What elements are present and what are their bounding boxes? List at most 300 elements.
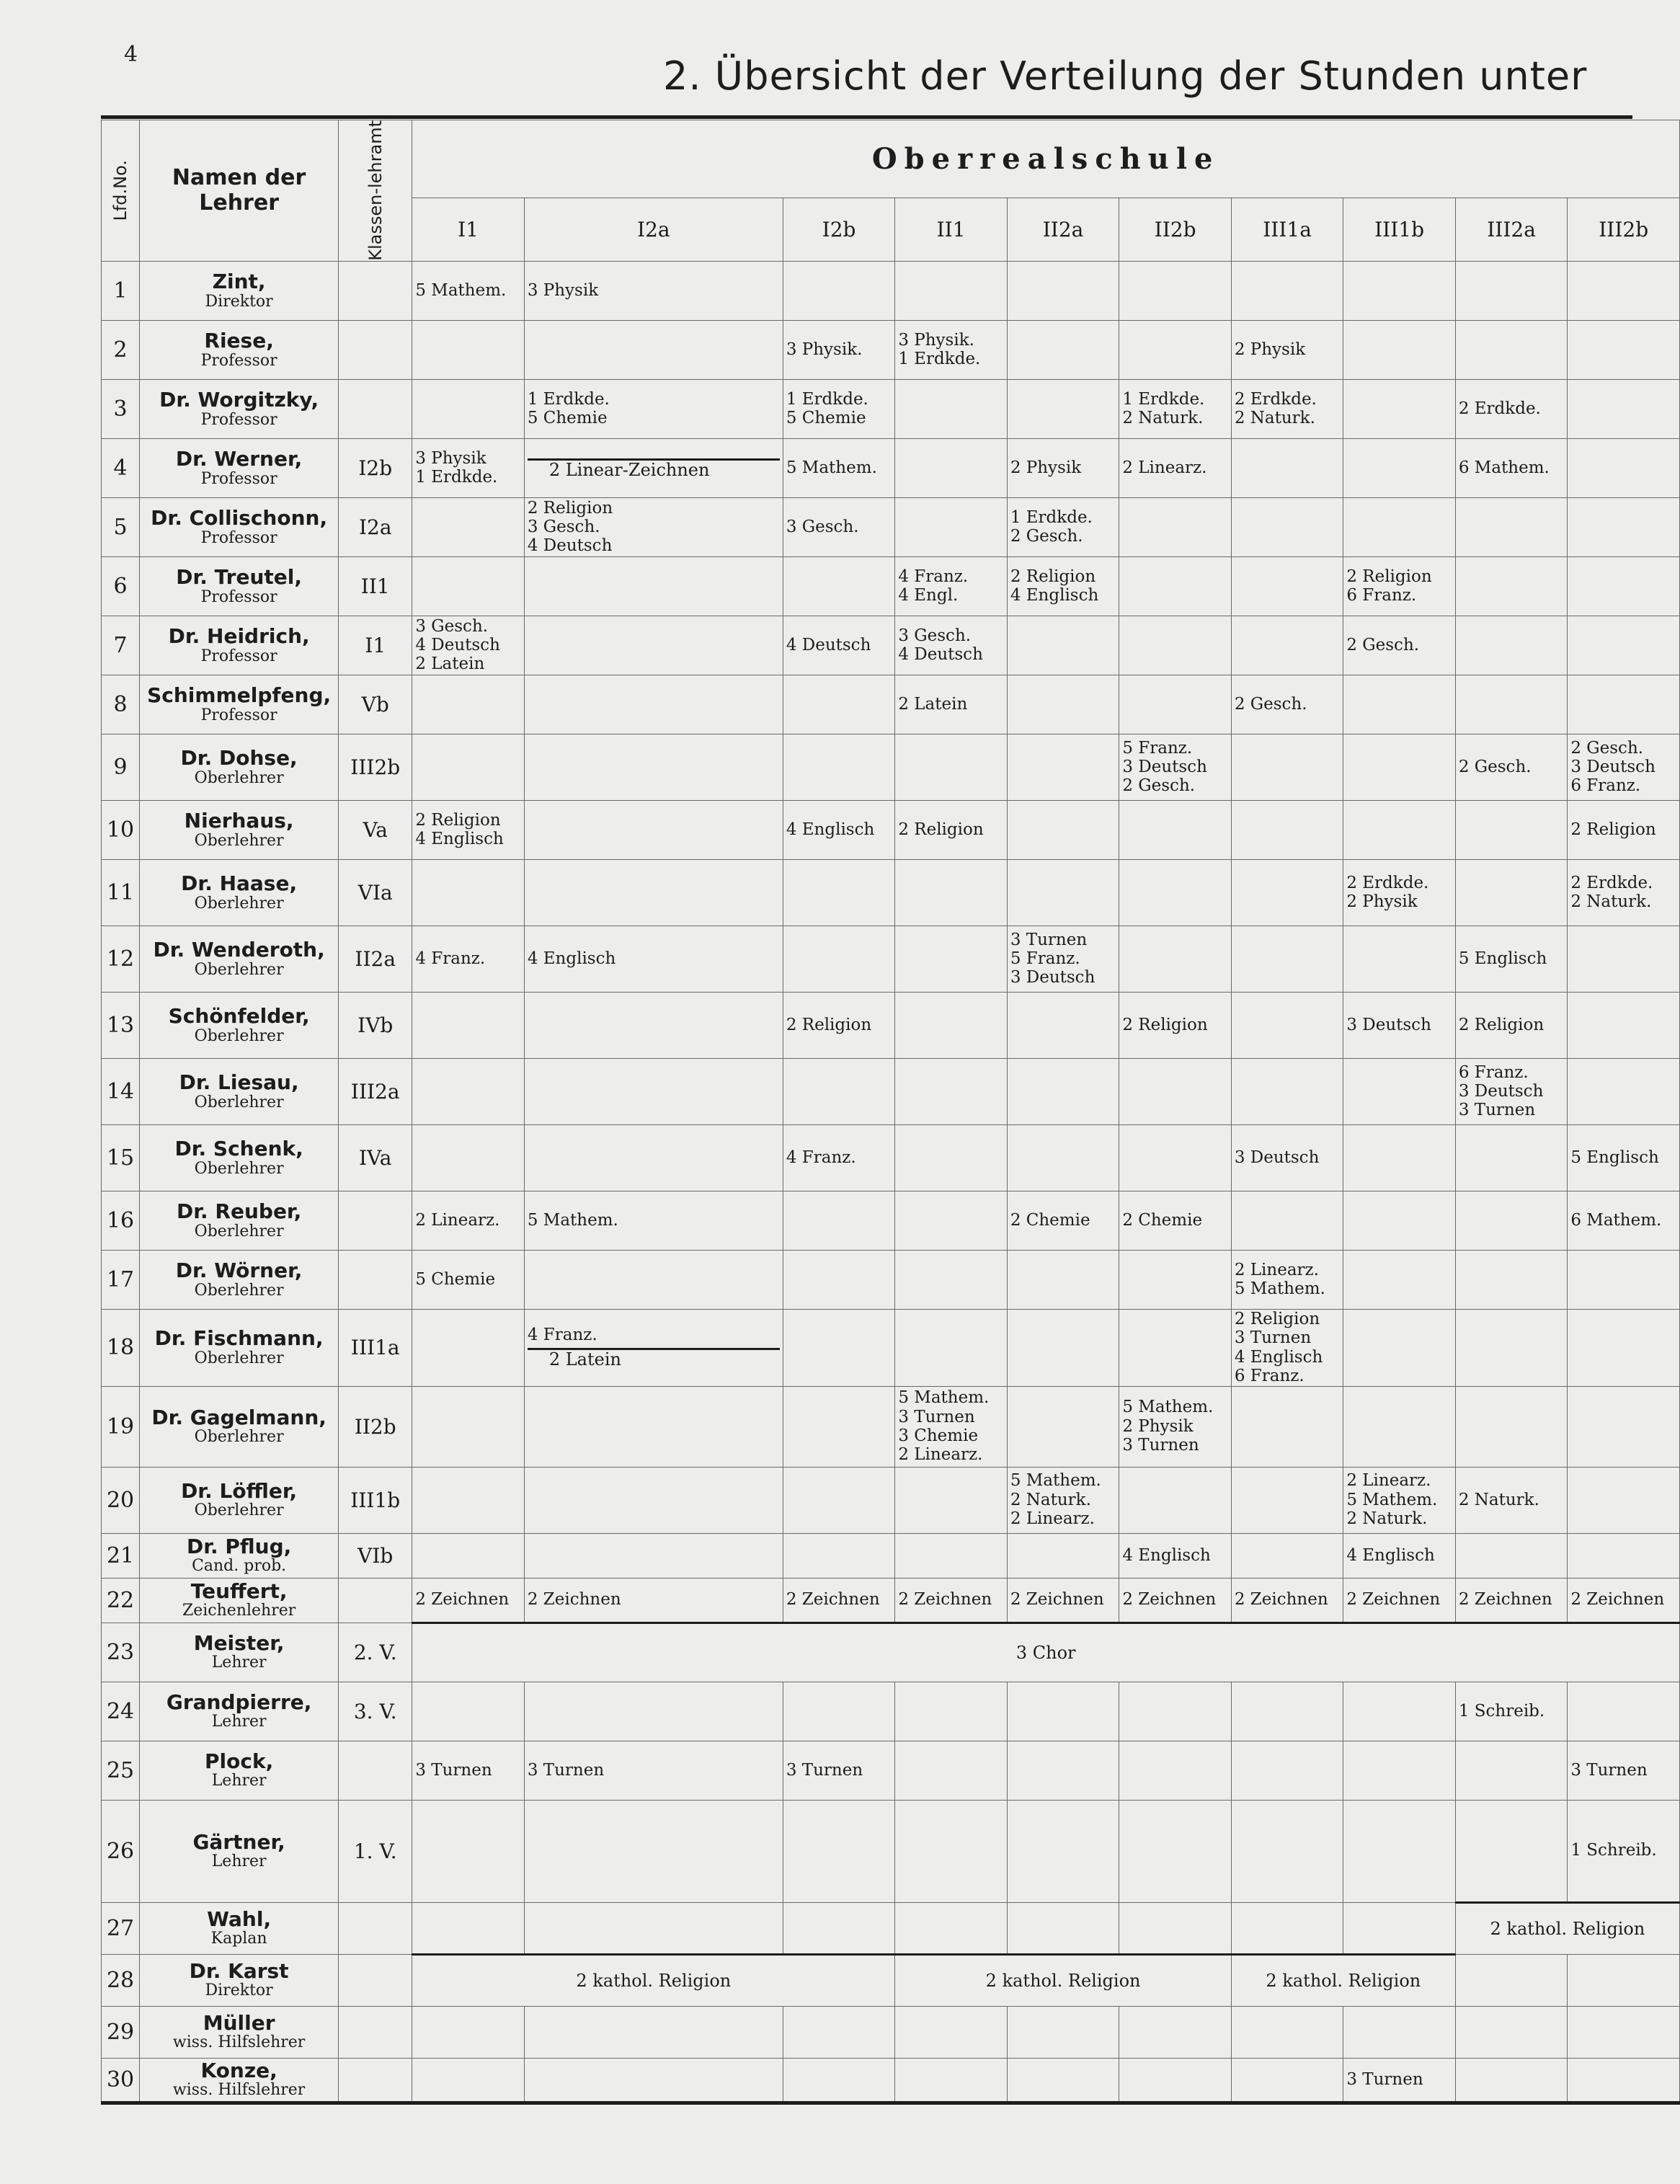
lesson-cell <box>524 2006 783 2058</box>
lesson-text: 5 Englisch <box>1458 949 1547 969</box>
lesson-cell <box>1231 992 1343 1058</box>
lesson-cell <box>895 1124 1008 1191</box>
teacher-title: Lehrer <box>211 1653 267 1672</box>
lesson-text: 2 Erdkde. 2 Physik <box>1346 873 1429 912</box>
lesson-cell <box>524 675 783 734</box>
lesson-text: 2 Linearz. 5 Mathem. <box>1234 1260 1325 1299</box>
lesson-cell <box>895 497 1008 556</box>
lesson-cell <box>412 675 525 734</box>
lesson-cell <box>1455 734 1568 800</box>
lesson-cell <box>1568 556 1680 616</box>
lesson-cell <box>524 1309 783 1386</box>
lesson-text: 3 Physik <box>527 281 599 301</box>
row-number: 20 <box>102 1467 140 1533</box>
klassenlehramt <box>339 2058 412 2103</box>
lesson-text: 2 Chemie <box>1122 1211 1203 1230</box>
lesson-cell <box>1119 379 1232 438</box>
lesson-text: 5 Franz. 3 Deutsch 2 Gesch. <box>1122 738 1207 796</box>
row-number: 21 <box>102 1533 140 1578</box>
klassenlehramt <box>339 1578 412 1623</box>
teacher-name: Dr. Haase, <box>181 871 298 895</box>
combined-lesson-label: 2 Latein <box>528 1348 780 1370</box>
klassenlehramt: VIa <box>339 859 412 925</box>
teacher-name-cell <box>140 320 339 379</box>
lesson-cell <box>1119 800 1232 859</box>
lesson-cell <box>1119 2058 1232 2103</box>
lesson-cell <box>1568 2058 1680 2103</box>
lesson-text: 6 Franz. 3 Deutsch 3 Turnen <box>1458 1062 1544 1120</box>
lesson-cell <box>1231 1800 1343 1902</box>
lesson-cell <box>1455 1191 1568 1250</box>
teacher-name: Grandpierre, <box>166 1690 312 1714</box>
table-body <box>102 261 1680 2103</box>
teacher-row <box>102 261 1680 320</box>
lesson-cell <box>895 438 1008 497</box>
teacher-name-cell <box>140 734 339 800</box>
lesson-cell <box>1119 2006 1232 2058</box>
lesson-cell <box>524 261 783 320</box>
lesson-cell <box>1455 438 1568 497</box>
lesson-cell <box>783 616 895 675</box>
lesson-cell <box>1007 1902 1119 1954</box>
lesson-text: 2 Linearz. <box>1122 458 1207 478</box>
row-number: 26 <box>102 1800 140 1902</box>
lesson-cell <box>412 438 525 497</box>
lesson-cell <box>1343 1058 1456 1124</box>
lesson-cell <box>895 2006 1008 2058</box>
klassenlehramt <box>339 2006 412 2058</box>
teacher-name-cell <box>140 1533 339 1578</box>
teacher-name: Dr. Fischmann, <box>154 1326 324 1351</box>
lesson-cell <box>1231 1578 1343 1623</box>
lesson-cell <box>783 1533 895 1578</box>
teacher-title: Professor <box>200 587 277 606</box>
lesson-cell <box>895 925 1008 992</box>
lesson-text: 5 Mathem. <box>527 1211 618 1230</box>
lesson-cell <box>1343 438 1456 497</box>
lesson-cell <box>1007 1800 1119 1902</box>
lesson-cell <box>1231 1250 1343 1309</box>
lesson-cell <box>1455 1800 1568 1902</box>
lesson-cell <box>524 800 783 859</box>
lesson-cell <box>1119 1578 1232 1623</box>
lesson-cell <box>412 1467 525 1533</box>
klassenlehramt <box>339 1902 412 1954</box>
lesson-text: 3 Gesch. 4 Deutsch 2 Latein <box>415 616 500 674</box>
lesson-cell <box>895 1191 1008 1250</box>
lesson-cell <box>412 1191 525 1250</box>
teacher-name: Schönfelder, <box>168 1003 310 1028</box>
lesson-cell <box>1568 1467 1680 1533</box>
teacher-title: Oberlehrer <box>194 894 284 913</box>
lesson-text: 2 Zeichnen <box>1010 1590 1104 1610</box>
row-number: 25 <box>102 1741 140 1800</box>
lesson-cell <box>412 859 525 925</box>
lesson-cell <box>1119 1386 1232 1467</box>
lesson-cell <box>1007 1250 1119 1309</box>
teacher-name: Meister, <box>193 1630 285 1655</box>
lesson-cell <box>524 379 783 438</box>
row-number: 22 <box>102 1578 140 1623</box>
lesson-cell <box>1343 1467 1456 1533</box>
lesson-text: 4 Franz. 4 Engl. <box>898 567 969 605</box>
lesson-cell <box>1119 1533 1232 1578</box>
lesson-cell <box>1231 1902 1343 1954</box>
lesson-text: 2 Linearz. <box>415 1211 500 1230</box>
lesson-text: 2 Religion <box>1570 820 1656 840</box>
lesson-cell <box>1231 497 1343 556</box>
lesson-cell <box>524 992 783 1058</box>
teacher-name: Dr. Collischonn, <box>151 505 328 530</box>
lesson-text: 3 Gesch. <box>786 518 859 537</box>
lesson-cell <box>1007 2006 1119 2058</box>
lesson-cell <box>1119 497 1232 556</box>
lesson-text: 3 Gesch. 4 Deutsch <box>898 626 983 665</box>
lesson-cell <box>1568 320 1680 379</box>
lesson-cell <box>1343 675 1456 734</box>
teacher-name-cell <box>140 1309 339 1386</box>
lesson-cell <box>895 1800 1008 1902</box>
lesson-cell <box>895 261 1008 320</box>
row-number: 14 <box>102 1058 140 1124</box>
lesson-text: 4 Franz. <box>786 1148 856 1168</box>
lesson-cell <box>1343 859 1456 925</box>
lesson-cell <box>412 616 525 675</box>
lesson-text: 2 Zeichnen <box>527 1590 621 1610</box>
lesson-cell <box>524 2058 783 2103</box>
lesson-cell <box>1455 1309 1568 1386</box>
lesson-cell <box>895 320 1008 379</box>
lesson-cell <box>1231 1058 1343 1124</box>
teacher-name-cell <box>140 675 339 734</box>
lesson-cell <box>1231 1124 1343 1191</box>
teacher-row <box>102 1954 1680 2006</box>
lesson-text: 2 Linearz. 5 Mathem. 2 Naturk. <box>1346 1471 1438 1529</box>
lesson-cell <box>783 1309 895 1386</box>
lesson-text: 3 Turnen <box>1346 2069 1423 2089</box>
lesson-text: 2 Gesch. <box>1346 636 1420 655</box>
lesson-text: 4 Deutsch <box>786 636 871 655</box>
lesson-text: 2 Religion 4 Englisch <box>415 810 504 849</box>
teacher-title: wiss. Hilfslehrer <box>172 2081 306 2100</box>
teacher-row <box>102 1386 1680 1467</box>
lesson-cell <box>783 261 895 320</box>
teacher-row <box>102 1623 1680 1682</box>
page-number: 4 <box>124 42 138 67</box>
lesson-cell <box>412 925 525 992</box>
class-header: III2b <box>1568 197 1680 261</box>
lesson-cell <box>1568 261 1680 320</box>
lesson-cell <box>1007 734 1119 800</box>
teacher-name: Zint, <box>212 269 266 293</box>
teacher-name: Konze, <box>200 2058 277 2082</box>
teacher-name: Wahl, <box>207 1906 272 1931</box>
klassenlehramt: 1. V. <box>339 1800 412 1902</box>
klassenlehramt <box>339 379 412 438</box>
lesson-cell <box>895 1902 1008 1954</box>
lesson-cell <box>1007 1741 1119 1800</box>
lesson-cell <box>412 734 525 800</box>
row-number: 1 <box>102 261 140 320</box>
teacher-title: Professor <box>200 647 277 665</box>
lesson-cell <box>1007 320 1119 379</box>
teacher-title: Lehrer <box>211 1852 267 1871</box>
lesson-cell <box>1007 1124 1119 1191</box>
lesson-cell <box>895 1058 1008 1124</box>
row-number: 10 <box>102 800 140 859</box>
lesson-cell <box>895 556 1008 616</box>
teacher-row <box>102 859 1680 925</box>
teacher-title: Oberlehrer <box>194 1026 284 1045</box>
lesson-cell <box>1007 497 1119 556</box>
lesson-text: 2 Gesch. <box>1458 758 1532 777</box>
class-header: II2a <box>1007 197 1119 261</box>
lesson-cell <box>524 556 783 616</box>
teacher-row <box>102 1741 1680 1800</box>
lesson-text: 2 Religion 6 Franz. <box>1346 567 1432 605</box>
lesson-cell <box>1007 616 1119 675</box>
lesson-cell <box>1231 1191 1343 1250</box>
lesson-cell <box>524 1191 783 1250</box>
header-klassenlehramt <box>339 120 412 262</box>
teacher-row <box>102 1902 1680 1954</box>
teacher-name-cell <box>140 1800 339 1902</box>
teacher-row <box>102 1682 1680 1741</box>
lesson-cell <box>783 1682 895 1741</box>
lesson-cell <box>1455 992 1568 1058</box>
teacher-hours-table <box>101 120 1680 2105</box>
lesson-cell <box>1455 1741 1568 1800</box>
lesson-text: 1 Erdkde. 2 Naturk. <box>1122 389 1205 428</box>
class-header: I1 <box>412 197 525 261</box>
lesson-cell <box>783 556 895 616</box>
lesson-cell <box>783 992 895 1058</box>
lesson-text: 6 Mathem. <box>1458 458 1550 478</box>
teacher-row <box>102 992 1680 1058</box>
lesson-cell <box>1343 1800 1456 1902</box>
klassenlehramt: III1b <box>339 1467 412 1533</box>
klassenlehramt: I2a <box>339 497 412 556</box>
row-number: 9 <box>102 734 140 800</box>
teacher-title: wiss. Hilfslehrer <box>172 2033 306 2052</box>
lesson-cell <box>895 1250 1008 1309</box>
lesson-cell <box>1007 1578 1119 1623</box>
lesson-text: 2 Zeichnen <box>1234 1590 1328 1610</box>
lesson-cell <box>1455 675 1568 734</box>
row-number: 30 <box>102 2058 140 2103</box>
lesson-cell <box>783 497 895 556</box>
lesson-cell <box>1007 1386 1119 1467</box>
lesson-cell <box>1231 859 1343 925</box>
lesson-cell <box>412 1902 525 1954</box>
klassenlehramt <box>339 261 412 320</box>
lesson-cell <box>412 1682 525 1741</box>
class-header: II1 <box>895 197 1008 261</box>
lesson-cell <box>783 925 895 992</box>
lesson-cell <box>1231 2006 1343 2058</box>
lesson-text: 2 Zeichnen <box>1122 1590 1217 1610</box>
lesson-cell <box>895 734 1008 800</box>
lesson-cell <box>412 379 525 438</box>
lesson-text: 1 Schreib. <box>1570 1841 1657 1860</box>
teacher-name-cell <box>140 1250 339 1309</box>
lesson-text: 2 Zeichnen <box>1346 1590 1441 1610</box>
teacher-row <box>102 2006 1680 2058</box>
teacher-name-cell <box>140 1902 339 1954</box>
class-header: I2a <box>524 197 783 261</box>
lesson-cell <box>1568 1800 1680 1902</box>
row-number: 5 <box>102 497 140 556</box>
lesson-text: 2 Zeichnen <box>898 1590 992 1610</box>
lesson-cell <box>1007 925 1119 992</box>
lesson-cell <box>524 1467 783 1533</box>
klassenlehramt: II1 <box>339 556 412 616</box>
lesson-cell <box>1007 1309 1119 1386</box>
lesson-text: 1 Schreib. <box>1458 1701 1545 1721</box>
teacher-name: Dr. Dohse, <box>180 745 298 770</box>
row-number: 8 <box>102 675 140 734</box>
lesson-cell <box>1343 734 1456 800</box>
lesson-cell <box>524 1250 783 1309</box>
row-number: 24 <box>102 1682 140 1741</box>
teacher-row <box>102 616 1680 675</box>
teacher-name-cell <box>140 2058 339 2103</box>
teacher-name: Dr. Schenk, <box>174 1136 303 1160</box>
klassenlehramt: I2b <box>339 438 412 497</box>
lesson-text: 2 Religion <box>1458 1016 1545 1035</box>
row-number: 12 <box>102 925 140 992</box>
row-number: 13 <box>102 992 140 1058</box>
lesson-cell <box>1343 379 1456 438</box>
lesson-cell <box>1568 497 1680 556</box>
klassenlehramt: Vb <box>339 675 412 734</box>
lesson-cell <box>1007 556 1119 616</box>
teacher-name-cell <box>140 800 339 859</box>
lesson-text: 3 Physik. <box>786 340 863 360</box>
lesson-text: 2 Religion <box>1122 1016 1208 1035</box>
lesson-cell <box>895 2058 1008 2103</box>
teacher-name: Dr. Treutel, <box>176 564 303 589</box>
lesson-cell <box>1343 1533 1456 1578</box>
lesson-cell <box>895 1741 1008 1800</box>
lesson-cell <box>1007 2058 1119 2103</box>
lesson-cell <box>412 2058 525 2103</box>
row-number: 23 <box>102 1623 140 1682</box>
lesson-cell <box>1119 438 1232 497</box>
lesson-cell <box>1568 1578 1680 1623</box>
class-header: III1a <box>1231 197 1343 261</box>
lesson-text: 2 Zeichnen <box>1458 1590 1552 1610</box>
lesson-cell <box>412 1124 525 1191</box>
lesson-cell <box>1119 556 1232 616</box>
lesson-cell <box>1119 616 1232 675</box>
combined-lesson-label: 2 Linear-Zeichnen <box>528 458 780 481</box>
lesson-cell <box>1231 925 1343 992</box>
header-lfd-no-text: Lfd.No. <box>110 160 131 221</box>
teacher-title: Professor <box>200 410 277 429</box>
lesson-cell <box>895 992 1008 1058</box>
lesson-text: 2 Zeichnen <box>415 1590 510 1610</box>
teacher-name: Plock, <box>205 1749 274 1773</box>
lesson-cell <box>524 1578 783 1623</box>
lesson-cell <box>1568 1386 1680 1467</box>
lesson-cell <box>783 438 895 497</box>
teacher-title: Lehrer <box>211 1713 267 1731</box>
lesson-cell <box>1343 1902 1456 1954</box>
lesson-cell <box>1119 261 1232 320</box>
lesson-cell <box>895 675 1008 734</box>
class-header: II2b <box>1119 197 1232 261</box>
row-number: 27 <box>102 1902 140 1954</box>
lesson-text: 3 Turnen <box>786 1760 863 1780</box>
teacher-title: Oberlehrer <box>194 960 284 979</box>
lesson-cell <box>1343 616 1456 675</box>
lesson-cell <box>412 1309 525 1386</box>
lesson-text: 2 Gesch. 3 Deutsch 6 Franz. <box>1570 738 1655 796</box>
teacher-name-cell <box>140 2006 339 2058</box>
teacher-row <box>102 734 1680 800</box>
lesson-cell <box>1119 320 1232 379</box>
teacher-name-cell <box>140 1682 339 1741</box>
lesson-cell <box>1119 1250 1232 1309</box>
lesson-text: 3 Turnen <box>527 1760 605 1780</box>
lesson-text: 5 Mathem. <box>786 458 877 478</box>
lesson-text: 3 Turnen <box>415 1760 492 1780</box>
lesson-cell <box>1119 859 1232 925</box>
lesson-text: 2 Chemie <box>1010 1211 1090 1230</box>
teacher-row <box>102 379 1680 438</box>
lesson-cell <box>1119 734 1232 800</box>
combined-lesson-cell: 2 kathol. Religion <box>412 1954 895 2006</box>
lesson-cell <box>1007 859 1119 925</box>
row-number: 29 <box>102 2006 140 2058</box>
lesson-cell <box>1455 1058 1568 1124</box>
lesson-cell <box>1119 1741 1232 1800</box>
lesson-cell <box>1007 438 1119 497</box>
teacher-name: Riese, <box>204 328 274 352</box>
lesson-cell <box>1231 320 1343 379</box>
teacher-row <box>102 1578 1680 1623</box>
lesson-cell <box>1455 379 1568 438</box>
teacher-title: Oberlehrer <box>194 1159 284 1178</box>
lesson-text: 2 Erdkde. <box>1458 399 1541 419</box>
lesson-cell <box>1119 1800 1232 1902</box>
lesson-text: 2 Religion 3 Turnen 4 Englisch 6 Franz. <box>1234 1309 1323 1386</box>
teacher-name: Dr. Liesau, <box>179 1070 299 1094</box>
lesson-cell <box>1343 1386 1456 1467</box>
lesson-cell <box>1231 2058 1343 2103</box>
lesson-text: 2 Naturk. <box>1458 1490 1539 1509</box>
lesson-cell <box>1343 320 1456 379</box>
row-number: 6 <box>102 556 140 616</box>
lesson-cell <box>412 1533 525 1578</box>
klassenlehramt <box>339 1954 412 2006</box>
teacher-row <box>102 320 1680 379</box>
lesson-cell <box>524 1058 783 1124</box>
lesson-cell <box>412 261 525 320</box>
lesson-cell <box>1007 992 1119 1058</box>
lesson-cell <box>1568 379 1680 438</box>
lesson-cell <box>412 1386 525 1467</box>
teacher-name: Schimmelpfeng, <box>147 683 332 707</box>
lesson-cell <box>1343 1741 1456 1800</box>
lesson-cell <box>1455 800 1568 859</box>
lesson-cell <box>412 1250 525 1309</box>
row-number: 11 <box>102 859 140 925</box>
teacher-name-cell <box>140 1191 339 1250</box>
lesson-cell <box>1343 497 1456 556</box>
teacher-name-cell <box>140 497 339 556</box>
